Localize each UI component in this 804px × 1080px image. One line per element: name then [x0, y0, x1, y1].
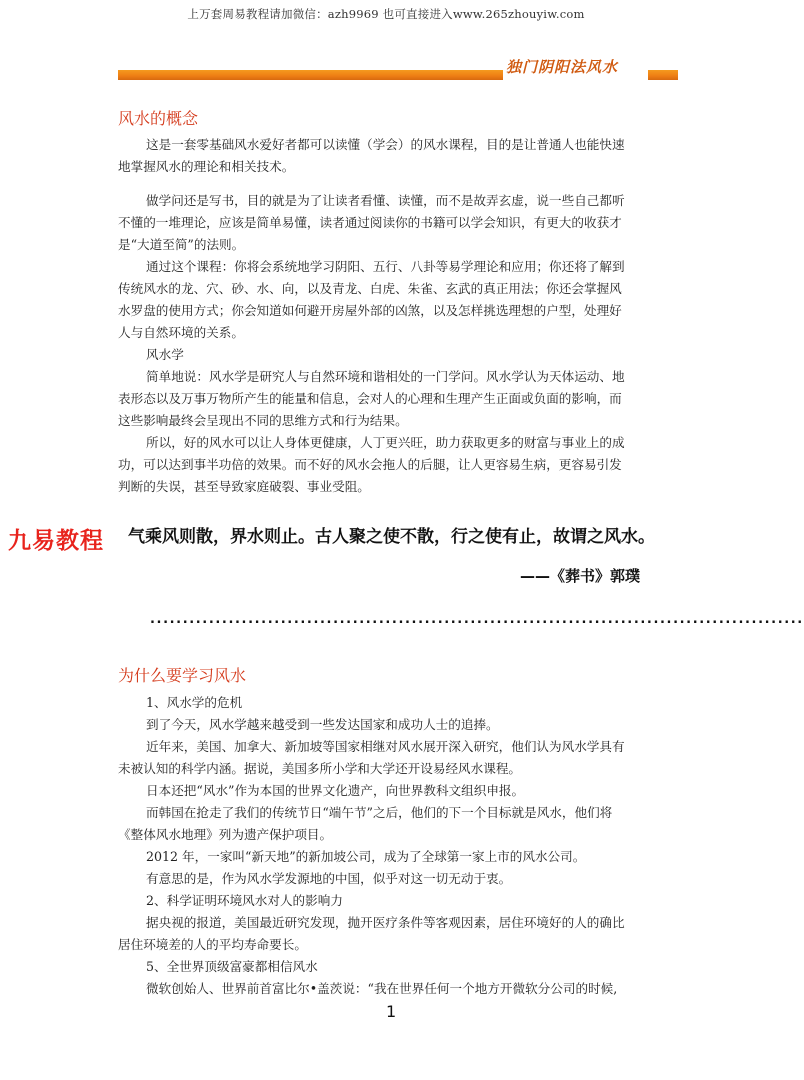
watermark-logo: 九易教程: [8, 528, 104, 554]
text-line: 水罗盘的使用方式；你会知道如何避开房屋外部的凶煞，以及怎样挑选理想的户型，处理好: [118, 303, 622, 318]
text-line: 到了今天，风水学越来越受到一些发达国家和成功人士的追捧。: [146, 717, 499, 732]
text-line: 不懂的一堆理论，应该是简单易懂，读者通过阅读你的书籍可以学会知识，有更大的收获才: [118, 215, 622, 230]
text-line: 功，可以达到事半功倍的效果。而不好的风水会拖人的后腿，让人更容易生病，更容易引发: [118, 457, 622, 472]
page-number: 1: [386, 1002, 397, 1021]
paragraph-why-learn: [118, 692, 675, 1000]
text-line: 日本还把“风水”作为本国的世界文化遗产，向世界教科文组织申报。: [146, 783, 525, 798]
header-bar-right: [648, 70, 678, 80]
header-brand-title: 独门阴阳法风水: [506, 58, 619, 76]
header-band: [118, 58, 678, 80]
text-line: 未被认知的科学内涵。据说，美国多所小学和大学还开设易经风水课程。: [118, 761, 521, 776]
text-line: 所以，好的风水可以让人身体更健康，人丁更兴旺，助力获取更多的财富与事业上的成: [146, 435, 625, 450]
text-line: 5、全世界顶级富豪都相信风水: [146, 959, 318, 974]
paragraph-intro: [118, 134, 675, 178]
header-bar-left: [118, 70, 503, 80]
text-line: 近年来，美国、加拿大、新加坡等国家相继对风水展开深入研究，他们认为风水学具有: [146, 739, 625, 754]
text-line: 微软创始人、世界前首富比尔•盖茨说：“我在世界任何一个地方开微软分公司的时候,: [146, 981, 618, 996]
text-line: 判断的失误，甚至导致家庭破裂、事业受阻。: [118, 479, 370, 494]
text-line: 有意思的是，作为风水学发源地的中国，似乎对这一切无动于衷。: [146, 871, 512, 886]
text-line: 通过这个课程：你将会系统地学习阴阳、五行、八卦等易学理论和应用；你还将了解到: [146, 259, 625, 274]
text-line: 2、科学证明环境风水对人的影响力: [146, 893, 343, 908]
subheading-fengshui: 风水学: [146, 347, 184, 362]
text-line: 据央视的报道，美国最近研究发现，抛开医疗条件等客观因素，居住环境好的人的确比: [146, 915, 625, 930]
classic-quote: 气乘风则散，界水则止。古人聚之使不散，行之使有止，故谓之风水。: [128, 527, 655, 547]
text-line: 而韩国在抢走了我们的传统节日“端午节”之后，他们的下一个目标就是风水，他们将: [146, 805, 613, 820]
top-banner-note: 上万套周易教程请加微信：azh9969 也可直接进入www.265zhouyiw.com: [187, 7, 585, 21]
quote-source: ——《葬书》郭璞: [520, 567, 641, 585]
text-line: 是“大道至简”的法则。: [118, 237, 245, 252]
paragraph-course: [118, 256, 675, 432]
text-line: 传统风水的龙、穴、砂、水、向，以及青龙、白虎、朱雀、玄武的真正用法；你还会掌握风: [118, 281, 622, 296]
section-title-concept: 风水的概念: [118, 109, 199, 128]
paragraph-conclusion: [118, 432, 675, 498]
dotted-divider: ....................................................................................................: [150, 612, 804, 627]
text-line: 居住环境差的人的平均寿命要长。: [118, 937, 307, 952]
text-line: 人与自然环境的关系。: [118, 325, 244, 340]
text-line: 2012 年，一家叫“新天地”的新加坡公司，成为了全球第一家上市的风水公司。: [146, 849, 586, 864]
text-line: 这些影响最终会呈现出不同的思维方式和行为结果。: [118, 413, 408, 428]
text-line: 简单地说：风水学是研究人与自然环境和谐相处的一门学问。风水学认为天体运动、地: [146, 369, 625, 384]
text-line: 地掌握风水的理论和相关技术。: [118, 159, 295, 174]
text-line: 这是一套零基础风水爱好者都可以读懂（学会）的风水课程，目的是让普通人也能快速: [146, 137, 625, 152]
text-line: 1、风水学的危机: [146, 695, 243, 710]
text-line: 表形态以及万事万物所产生的能量和信息，会对人的心理和生理产生正面或负面的影响，而: [118, 391, 622, 406]
section-title-why-learn: 为什么要学习风水: [118, 666, 247, 685]
paragraph-purpose: [118, 190, 675, 256]
text-line: 《整体风水地理》列为遗产保护项目。: [118, 827, 333, 842]
text-line: 做学问还是写书，目的就是为了让读者看懂、读懂，而不是故弄玄虚，说一些自己都听: [146, 193, 625, 208]
